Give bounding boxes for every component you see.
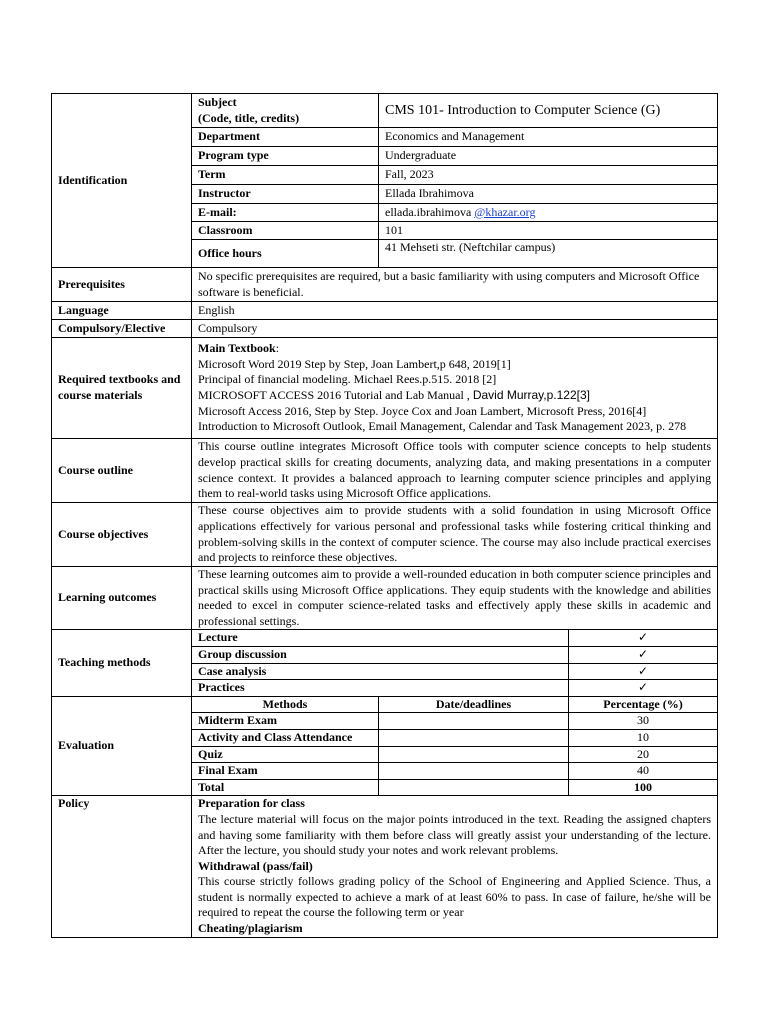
term-label: Term: [192, 166, 379, 185]
teaching-practices-check: ✓: [569, 680, 718, 697]
language-label: Language: [52, 302, 192, 320]
program-type-value: Undergraduate: [379, 147, 718, 166]
eval-activity-pct: 10: [569, 729, 718, 746]
eval-header-percentage: Percentage (%): [569, 696, 718, 713]
teaching-case-analysis: Case analysis: [192, 663, 569, 680]
textbooks-list: [192, 338, 718, 439]
policy-withdrawal-title: Withdrawal (pass/fail): [198, 858, 313, 873]
office-hours-value: 41 Mehseti str. (Neftchilar campus): [379, 240, 718, 268]
teaching-group-discussion: Group discussion: [192, 646, 569, 663]
email-value: [379, 204, 718, 222]
syllabus-table: [51, 93, 718, 938]
learning-outcomes-text: These learning outcomes aim to provide a well-rounded education in both computer science principles and practical skills using Microsoft Office applications. They equip students with the knowledge and abilities needed to excel in computer science-related tasks and effectively apply these skills in academic and professional settings.: [192, 567, 718, 630]
policy-withdrawal-text: This course strictly follows grading policy of the School of Engineering and Applied Science. Thus, a student is normally expected to achieve a mark of at least 60% to pass. In case of failure, he/she will be required to repeat the course the following term or year: [198, 874, 712, 920]
eval-total-pct: 100: [569, 779, 718, 796]
compulsory-value: Compulsory: [192, 320, 718, 338]
program-type-label: Program type: [192, 147, 379, 166]
prerequisites-label: Prerequisites: [52, 268, 192, 302]
teaching-case-check: ✓: [569, 663, 718, 680]
eval-quiz-pct: 20: [569, 746, 718, 763]
eval-quiz-date: [379, 746, 569, 763]
policy-label: Policy: [52, 796, 192, 937]
department-label: Department: [192, 128, 379, 147]
textbook-4: Microsoft Access 2016, Step by Step. Joyce Cox and Joan Lambert, Microsoft Press, 2016[4]: [198, 403, 647, 418]
teaching-group-check: ✓: [569, 646, 718, 663]
evaluation-label: Evaluation: [52, 696, 192, 796]
eval-final-date: [379, 763, 569, 780]
instructor-value: Ellada Ibrahimova: [379, 185, 718, 204]
eval-header-methods: Methods: [192, 696, 379, 713]
eval-final: Final Exam: [192, 763, 379, 780]
prerequisites-text: No specific prerequisites are required, but a basic familiarity with using computers and Microsoft Office software is beneficial.: [192, 268, 718, 302]
eval-total: Total: [192, 779, 379, 796]
compulsory-label: Compulsory/Elective: [52, 320, 192, 338]
textbook-heading-colon: :: [275, 341, 280, 356]
eval-header-dates: Date/deadlines: [379, 696, 569, 713]
policy-cheating-title: Cheating/plagiarism: [198, 921, 303, 936]
email-label: E-mail:: [192, 204, 379, 222]
email-link[interactable]: @khazar.org: [474, 204, 536, 219]
teaching-methods-label: Teaching methods: [52, 630, 192, 696]
term-value: Fall, 2023: [379, 166, 718, 185]
policy-prep-title: Preparation for class: [198, 796, 305, 811]
textbook-1: Microsoft Word 2019 Step by Step, Joan Lambert,p 648, 2019[1]: [198, 356, 511, 371]
eval-midterm-pct: 30: [569, 713, 718, 730]
eval-quiz: Quiz: [192, 746, 379, 763]
classroom-label: Classroom: [192, 222, 379, 240]
subject-label: Subject (Code, title, credits): [192, 94, 379, 128]
office-hours-label: Office hours: [192, 240, 379, 268]
eval-activity: Activity and Class Attendance: [192, 729, 379, 746]
teaching-practices: Practices: [192, 680, 569, 697]
policy-prep-text: The lecture material will focus on the major points introduced in the text. Reading the assigned chapters and having some familiarity with them before class will greatly assist your understanding of the lecture. After the lecture, you should study your notes and work relevant problems.: [198, 811, 712, 858]
course-outline-text: This course outline integrates Microsoft Office tools with computer science concepts to help students develop practical skills for creating documents, analyzing data, and making presentations in a computer science context. It provides a balanced approach to learning computer science principles and applying them to real-world tasks using Microsoft Office applications.: [192, 439, 718, 503]
textbook-3-author: David Murray,p.122[3]: [472, 388, 590, 402]
eval-midterm-date: [379, 713, 569, 730]
classroom-value: 101: [379, 222, 718, 240]
eval-final-pct: 40: [569, 763, 718, 780]
eval-total-date: [379, 779, 569, 796]
eval-midterm: Midterm Exam: [192, 713, 379, 730]
email-user: ellada.ibrahimova: [385, 204, 475, 219]
identification-label: Identification: [52, 94, 192, 268]
teaching-lecture: Lecture: [192, 630, 569, 647]
course-objectives-text: These course objectives aim to provide students with a solid foundation in using Microsoft Office applications effectively for various personal and professional tasks while fostering critical thinking and problem-solving skills in the context of computer science. The course may also include practical exercises and projects to reinforce these objectives.: [192, 503, 718, 567]
textbook-2: Principal of financial modeling. Michael Rees.p.515. 2018 [2]: [198, 372, 497, 387]
policy-content: [192, 796, 718, 937]
department-value: Economics and Management: [379, 128, 718, 147]
course-objectives-label: Course objectives: [52, 503, 192, 567]
textbook-3: MICROSOFT ACCESS 2016 Tutorial and Lab Manual ,: [198, 388, 473, 402]
eval-activity-date: [379, 729, 569, 746]
textbook-5: Introduction to Microsoft Outlook, Email Management, Calendar and Task Management 2023, p. 278: [198, 419, 687, 434]
instructor-label: Instructor: [192, 185, 379, 204]
teaching-lecture-check: ✓: [569, 630, 718, 647]
learning-outcomes-label: Learning outcomes: [52, 567, 192, 630]
textbooks-label: Required textbooks and course materials: [52, 338, 192, 439]
language-value: English: [192, 302, 718, 320]
course-outline-label: Course outline: [52, 439, 192, 503]
textbook-heading: Main Textbook: [198, 341, 276, 356]
subject-value: CMS 101- Introduction to Computer Science (G): [379, 94, 718, 128]
